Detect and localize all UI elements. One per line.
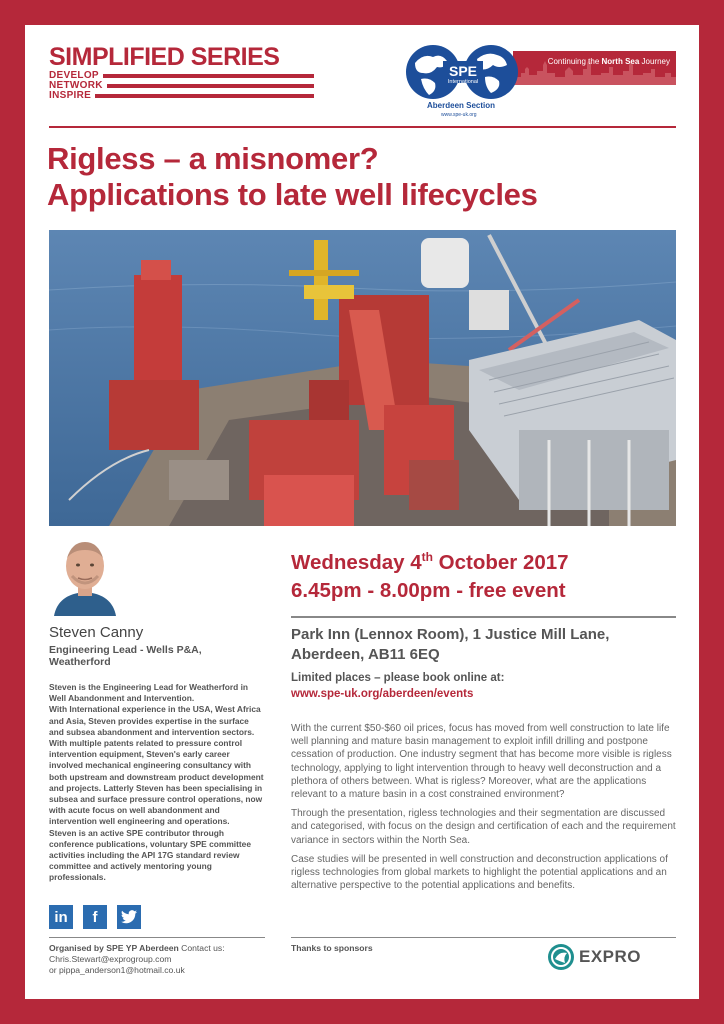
sponsors-label: Thanks to sponsors <box>291 943 373 953</box>
contact-label: Contact us: <box>178 943 225 953</box>
booking-link[interactable]: www.spe-uk.org/aberdeen/events <box>291 688 474 700</box>
event-divider <box>291 616 676 618</box>
twitter-bird-icon <box>121 910 137 924</box>
organiser-info <box>49 943 279 976</box>
header-divider <box>49 126 676 128</box>
organiser-line <box>49 943 279 954</box>
footer-divider-left <box>49 937 265 938</box>
spe-aberdeen-logo <box>393 41 676 121</box>
speaker-role: Engineering Lead - Wells P&A, Weatherford <box>49 644 202 668</box>
facebook-icon[interactable]: f <box>83 905 107 929</box>
spe-logo-text: SPE <box>448 63 478 79</box>
brand-word: DEVELOP <box>49 70 99 81</box>
spe-logo-subtext: International <box>447 79 479 85</box>
venue-line-1: Park Inn (Lennox Room), 1 Justice Mill Lane, <box>291 626 610 643</box>
brand-bar <box>107 84 314 88</box>
event-title-line-1: Rigless – a misnomer? <box>47 141 379 176</box>
expro-logo <box>547 943 641 971</box>
tagline-prefix: Continuing the <box>547 57 602 66</box>
offshore-rig-illustration <box>49 230 676 526</box>
simplified-series-logo <box>49 45 314 101</box>
brand-title: SIMPLIFIED SERIES <box>49 43 280 71</box>
speaker-bio-para-3: Steven is an active SPE contributor through conference publications, voluntary SPE committee activities including the API 17G standard review committee and actively mentoring young professionals. <box>49 827 251 883</box>
offshore-rig-photo <box>49 230 676 526</box>
flyer-page <box>25 25 699 999</box>
spe-url[interactable]: www.spe-uk.org <box>441 112 477 118</box>
event-time: 6.45pm - 8.00pm - free event <box>291 579 566 602</box>
event-date-day: Wednesday 4 <box>291 551 422 574</box>
spe-section-name: Aberdeen Section <box>427 101 496 110</box>
brand-word: NETWORK <box>49 80 103 91</box>
brand-lines <box>49 71 314 101</box>
brand-bar <box>95 94 314 98</box>
abstract-para-1: With the current $50-$60 oil prices, focus has moved from well construction to late life well planning and mature basin management to exploit infill drilling and postpone cessation of production. One industry segment that has become more visible is rigless technology, applying to light intervention through to heavy well deconstruction and a plethora of others between. What is rigless? Moreover, what are the applications relevant to a mature basin in a cost constrained environment? <box>291 723 672 801</box>
tagline-bold: North Sea <box>601 57 640 66</box>
abstract-para-2: Through the presentation, rigless technologies and their segmentation are discussed and categorised, with focus on the design and certification of each and the requirement variance in sectors within the North Sea. <box>291 808 676 846</box>
speaker-bio <box>49 682 265 884</box>
spe-tagline-band <box>513 51 676 85</box>
speaker-bio-para-2: With International experience in the USA, West Africa and Asia, Steven provides expertise in the surface and subsea abandonment and intervention sectors. With multiple patents related to pressure control intervention equipment, Steven's early career involved mechanical engineering consultancy with both upstream and downstream product development and projects. Latterly Steven has been specialising in subsea and surface pressure control operations, now with acute focus on well abandonment and intervention well engineering and operations. <box>49 704 264 827</box>
event-venue <box>291 625 681 665</box>
contact-email-1[interactable]: Chris.Stewart@exprogroup.com <box>49 954 172 964</box>
brand-word: INSPIRE <box>49 90 92 101</box>
brand-bar <box>103 74 314 78</box>
event-date <box>291 549 681 577</box>
speaker-bio-para-1: Steven is the Engineering Lead for Weatherford in Well Abandonment and Intervention. <box>49 682 249 704</box>
event-abstract <box>291 722 677 898</box>
linkedin-icon[interactable]: in <box>49 905 73 929</box>
spe-globe-logo-icon <box>401 43 525 101</box>
event-date-ordinal: th <box>421 550 433 564</box>
venue-line-2: Aberdeen, AB11 6EQ <box>291 646 440 663</box>
contact-email-2[interactable]: or pippa_anderson1@hotmail.co.uk <box>49 965 185 975</box>
speaker-portrait-icon <box>52 532 118 616</box>
footer-divider-right <box>291 937 676 938</box>
social-links <box>49 905 141 929</box>
spe-tagline <box>548 57 670 66</box>
event-date-time <box>291 549 681 605</box>
organiser-label: Organised by SPE YP Aberdeen <box>49 943 179 953</box>
booking-text: Limited places – please book online at: <box>291 672 505 684</box>
abstract-para-3: Case studies will be presented in well construction and deconstruction applications of rigless technologies from global markets to highlight the potential applications and an alternative perspective to the potential applications and benefits. <box>291 853 668 892</box>
event-title <box>47 141 677 213</box>
tagline-suffix: Journey <box>639 57 670 66</box>
event-date-month-year: October 2017 <box>432 551 569 574</box>
event-title-line-2: Applications to late well lifecycles <box>47 177 538 212</box>
brand-line-inspire <box>49 91 314 101</box>
twitter-icon[interactable] <box>117 905 141 929</box>
speaker-name: Steven Canny <box>49 624 144 641</box>
expro-emblem-icon <box>547 943 575 971</box>
speaker-headshot <box>52 532 118 616</box>
expro-wordmark: EXPRO <box>579 947 642 966</box>
